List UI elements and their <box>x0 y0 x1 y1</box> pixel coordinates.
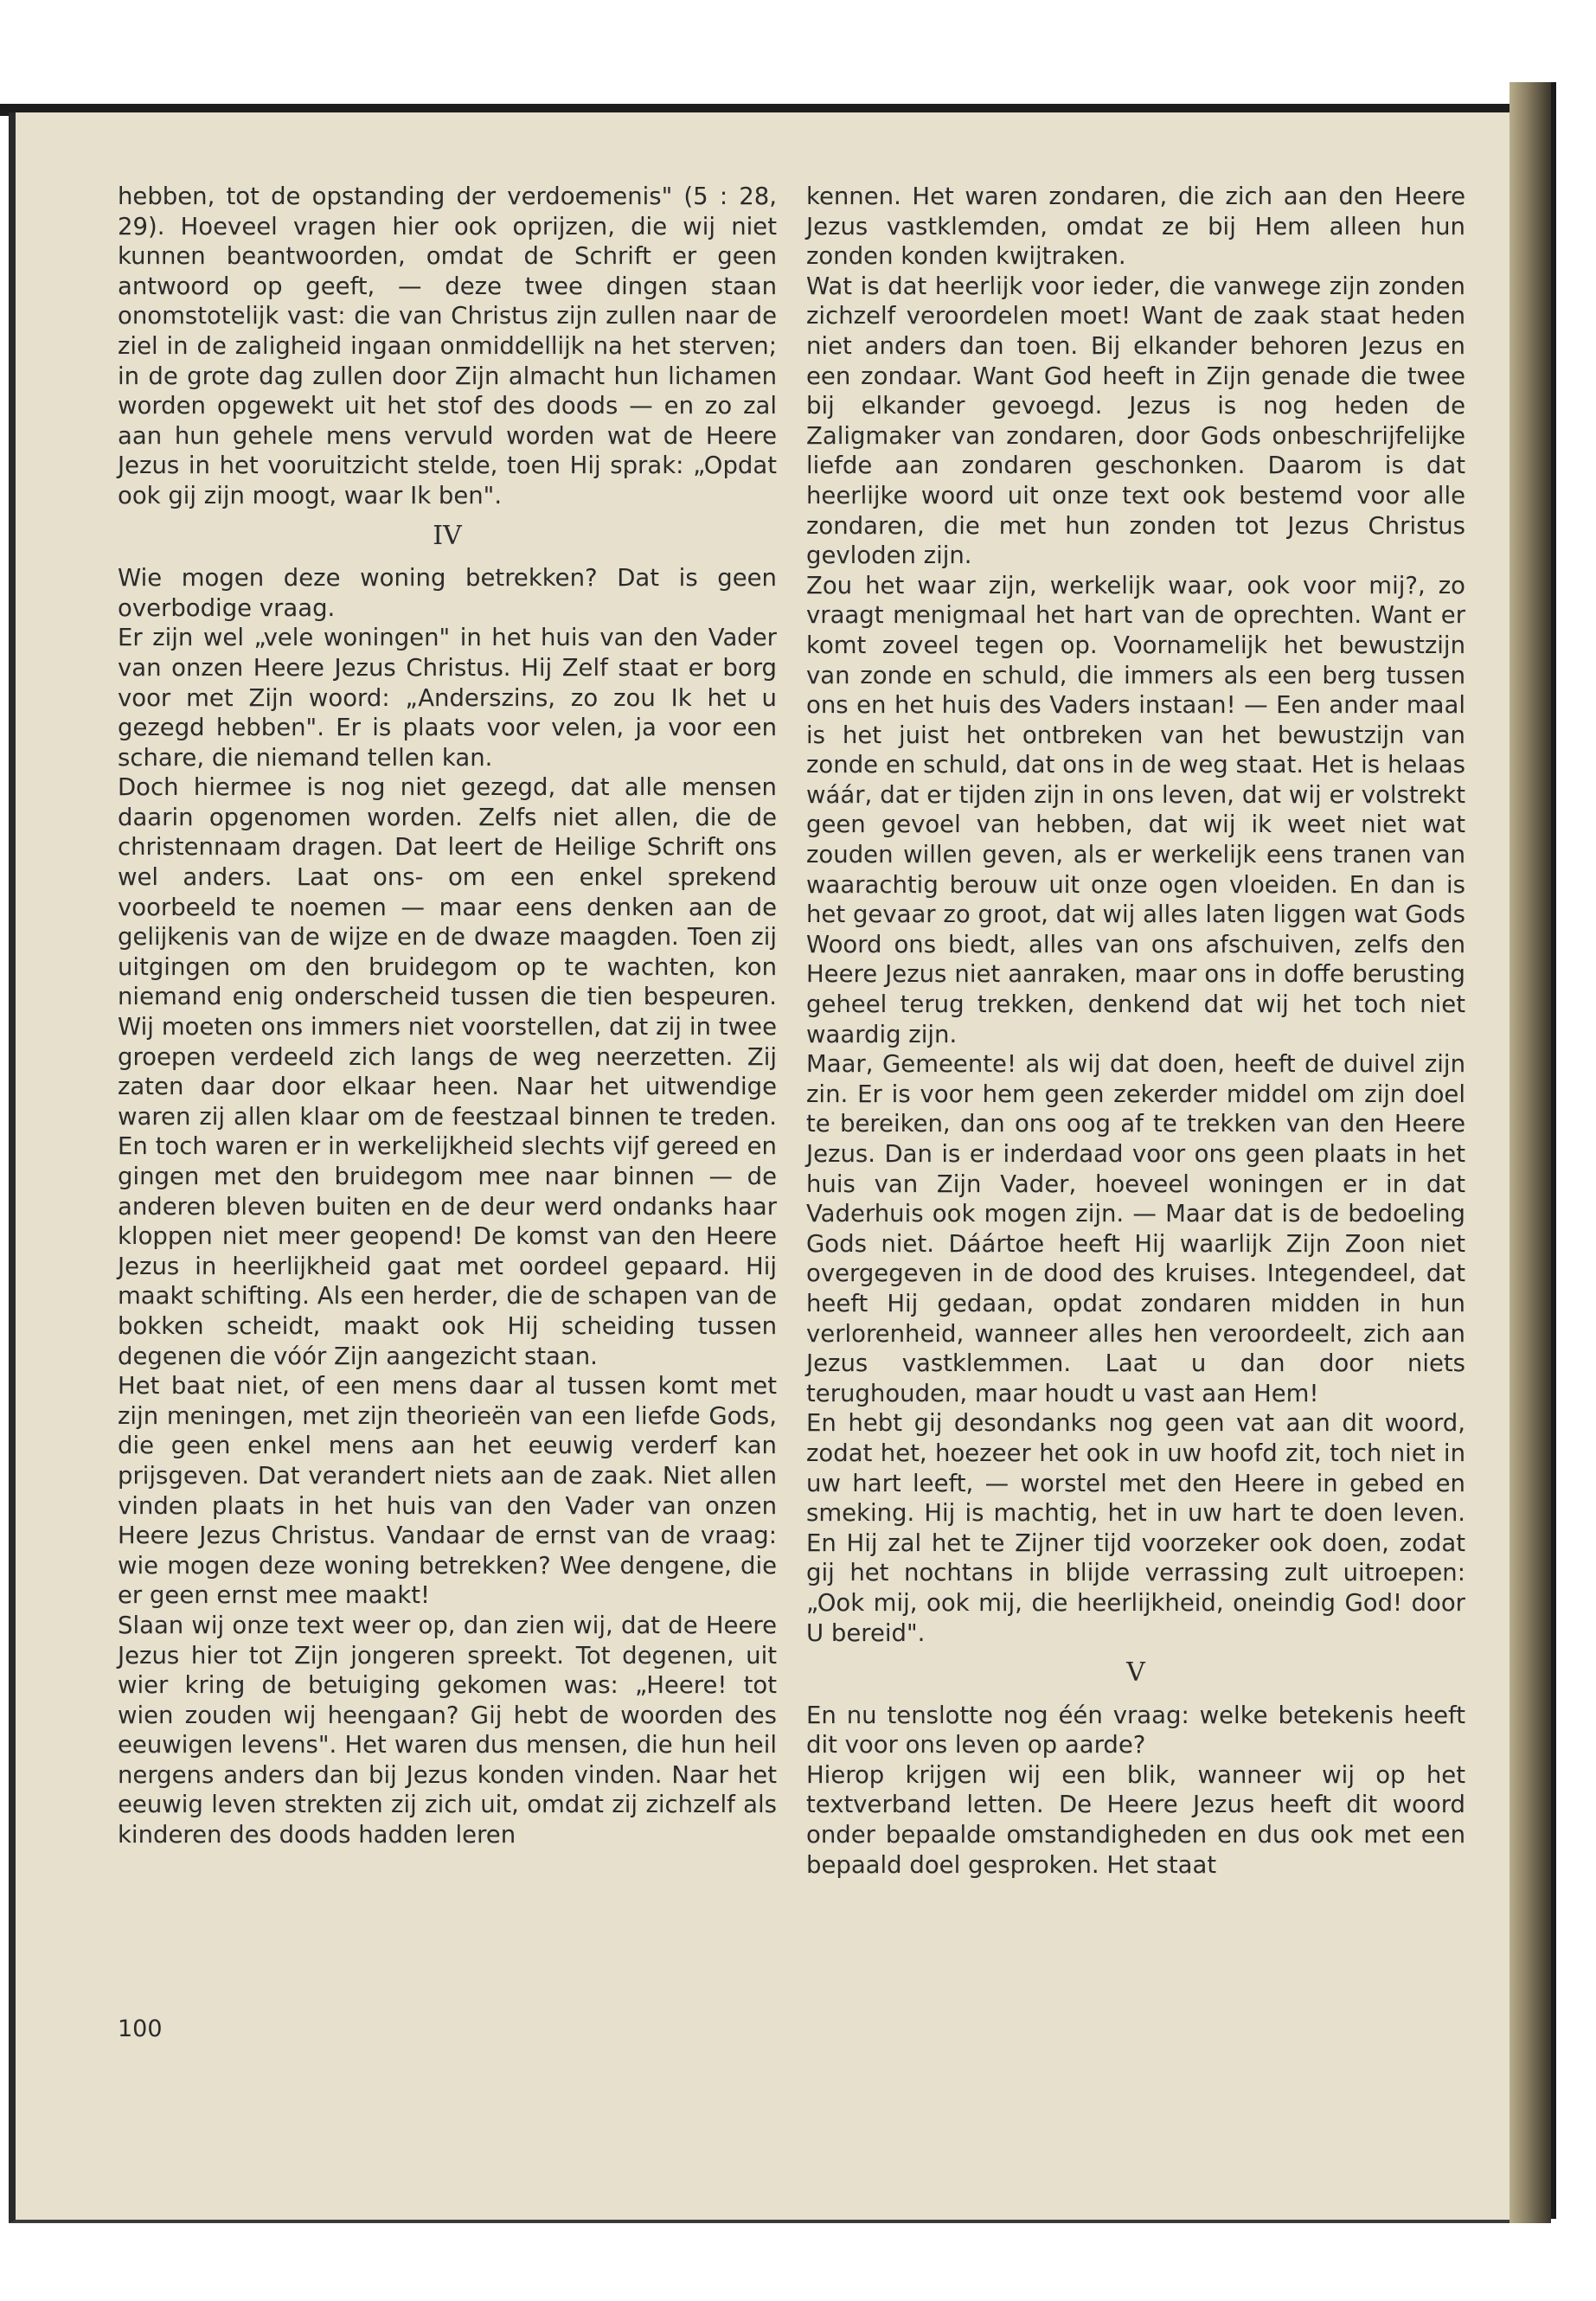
paragraph: Er zijn wel „vele woningen" in het huis van den Vader van onzen Heere Jezus Christus. Hij Zelf staat er borg voor met Zijn woord: „Anderszins, zo zou Ik het u gezegd hebben". Er is plaats voor velen, ja voor een schare, die niemand tellen kan. <box>118 624 777 772</box>
paragraph: Maar, Gemeente! als wij dat doen, heeft de duivel zijn zin. Er is voor hem geen zekerder middel om zijn doel te bereiken, dan ons oog af te trekken van den Heere Jezus. Dan is er inderdaad voor ons geen plaats in het huis van Zijn Vader, hoeveel woningen er in dat Vaderhuis ook mogen zijn. — Maar dat is de bedoeling Gods niet. Dáártoe heeft Hij waarlijk Zijn Zoon niet overgegeven in de dood des kruises. Integendeel, dat heeft Hij gedaan, opdat zondaren midden in hun verlorenheid, wanneer alles hen veroordeelt, zich aan Jezus vastklemmen. Laat u dan door niets terughouden, maar houdt u vast aan Hem! <box>806 1050 1465 1407</box>
paragraph: Hierop krijgen wij een blik, wanneer wij op het textverband letten. De Heere Jezus heeft dit woord onder bepaalde omstandigheden en dus ook met een bepaald doel gesproken. Het staat <box>806 1760 1465 1879</box>
book-spine <box>1509 82 1551 2223</box>
paragraph: Zou het waar zijn, werkelijk waar, ook voor mij?, zo vraagt menigmaal het hart van de oprechten. Want er komt zoveel tegen op. Voornamelijk het bewustzijn van zonde en schuld, die immers als een berg tussen ons en het huis des Vaders instaan! — Een ander maal is het juist het ontbreken van het bewustzijn van zonde en schuld, dat ons in de weg staat. Het is helaas wáár, dat er tijden zijn in ons leven, dat wij er volstrekt geen gevoel van hebben, dat wij ik weet niet wat zouden willen geven, als er werkelijk eens tranen van waarachtig berouw uit onze ogen vloeiden. En dan is het gevaar zo groot, dat wij alles laten liggen wat Gods Woord ons biedt, alles van ons afschuiven, zelfs den Heere Jezus niet aanraken, maar ons in doffe berusting geheel terug trekken, denkend dat wij het toch niet waardig zijn. <box>806 571 1465 1048</box>
paragraph: kennen. Het waren zondaren, die zich aan den Heere Jezus vastklemden, omdat ze bij Hem alleen hun zonden konden kwijtraken. <box>806 183 1465 271</box>
section-heading: IV <box>433 520 462 551</box>
paragraph: hebben, tot de opstanding der verdoemenis" (5 : 28, 29). Hoeveel vragen hier ook oprijzen, die wij niet kunnen beantwoorden, omdat de Schrift er geen antwoord op geeft, — deze twee dingen staan onomstotelijk vast: die van Christus zijn zullen naar de ziel in de zaligheid ingaan onmiddellijk na het sterven; in de grote dag zullen door Zijn almacht hun lichamen worden opgewekt uit het stof des doods — en zo zal aan hun gehele mens vervuld worden wat de Heere Jezus in het vooruitzicht stelde, toen Hij sprak: „Opdat ook gij zijn moogt, waar Ik ben". <box>118 183 777 510</box>
left-column <box>118 182 777 1850</box>
paragraph: Wat is dat heerlijk voor ieder, die vanwege zijn zonden zichzelf veroordelen moet! Want de zaak staat heden niet anders dan toen. Bij elkander behoren Jezus en een zondaar. Want God heeft in Zijn genade die twee bij elkander gevoegd. Jezus is nog heden de Zaligmaker van zondaren, door Gods onbeschrijfelijke liefde aan zondaren geschonken. Daarom is dat heerlijke woord uit onze text ook bestemd voor alle zondaren, die met hun zonden tot Jezus Christus gevloden zijn. <box>806 272 1465 570</box>
paragraph: En nu tenslotte nog één vraag: welke betekenis heeft dit voor ons leven op aarde? <box>806 1701 1465 1759</box>
page-right-edge <box>1551 82 1556 2219</box>
paragraph: Wie mogen deze woning betrekken? Dat is geen overbodige vraag. <box>118 564 777 622</box>
paragraph: Het baat niet, of een mens daar al tussen komt met zijn meningen, met zijn theorieën van een liefde Gods, die geen enkel mens aan het eeuwig verderf kan prijsgeven. Dat verandert niets aan de zaak. Niet allen vinden plaats in het huis van den Vader van onzen Heere Jezus Christus. Vandaar de ernst van de vraag: wie mogen deze woning betrekken? Wee dengene, die er geen ernst mee maakt! <box>118 1372 777 1610</box>
paragraph: Slaan wij onze text weer op, dan zien wij, dat de Heere Jezus hier tot Zijn jongeren spreekt. Tot degenen, uit wier kring de betuiging gekomen was: „Heere! tot wien zouden wij heengaan? Gij hebt de woorden des eeuwigen levens". Het waren dus mensen, die hun heil nergens anders dan bij Jezus konden vinden. Naar het eeuwig leven strekten zij zich uit, omdat zij zichzelf als kinderen des doods hadden leren <box>118 1611 777 1849</box>
page-number: 100 <box>118 2016 163 2042</box>
right-column <box>806 182 1465 1880</box>
paragraph: Doch hiermee is nog niet gezegd, dat alle mensen daarin opgenomen worden. Zelfs niet allen, die de christennaam dragen. Dat leert de Heilige Schrift ons wel anders. Laat ons- om een enkel sprekend voorbeeld te noemen — maar eens denken aan de gelijkenis van de wijze en de dwaze maagden. Toen zij uitgingen om den bruidegom op te wachten, kon niemand enig onderscheid tussen die tien bespeuren. Wij moeten ons immers niet voorstellen, dat zij in twee groepen verdeeld zich langs de weg neerzetten. Zij zaten daar door elkaar heen. Naar het uitwendige waren zij allen klaar om de feestzaal binnen te treden. En toch waren er in werkelijkheid slechts vijf gereed en gingen met den bruidegom mee naar binnen — de anderen bleven buiten en de deur werd ondanks haar kloppen niet meer geopend! De komst van den Heere Jezus in heerlijkheid gaat met oordeel gepaard. Hij maakt schifting. Als een herder, die de schapen van de bokken scheidt, maakt ook Hij scheiding tussen degenen die vóór Zijn aangezicht staan. <box>118 773 777 1370</box>
paragraph: En hebt gij desondanks nog geen vat aan dit woord, zodat het, hoezeer het ook in uw hoofd zit, toch niet in uw hart leeft, — worstel met den Heere in gebed en smeking. Hij is machtig, het in uw hart te doen leven. En Hij zal het te Zijner tijd voorzeker ook doen, zodat gij het nochtans in blijde verrassing zult uitroepen: „Ook mij, ook mij, die heerlijkheid, oneindig God! door U bereid". <box>806 1409 1465 1647</box>
section-heading: V <box>1126 1657 1145 1689</box>
